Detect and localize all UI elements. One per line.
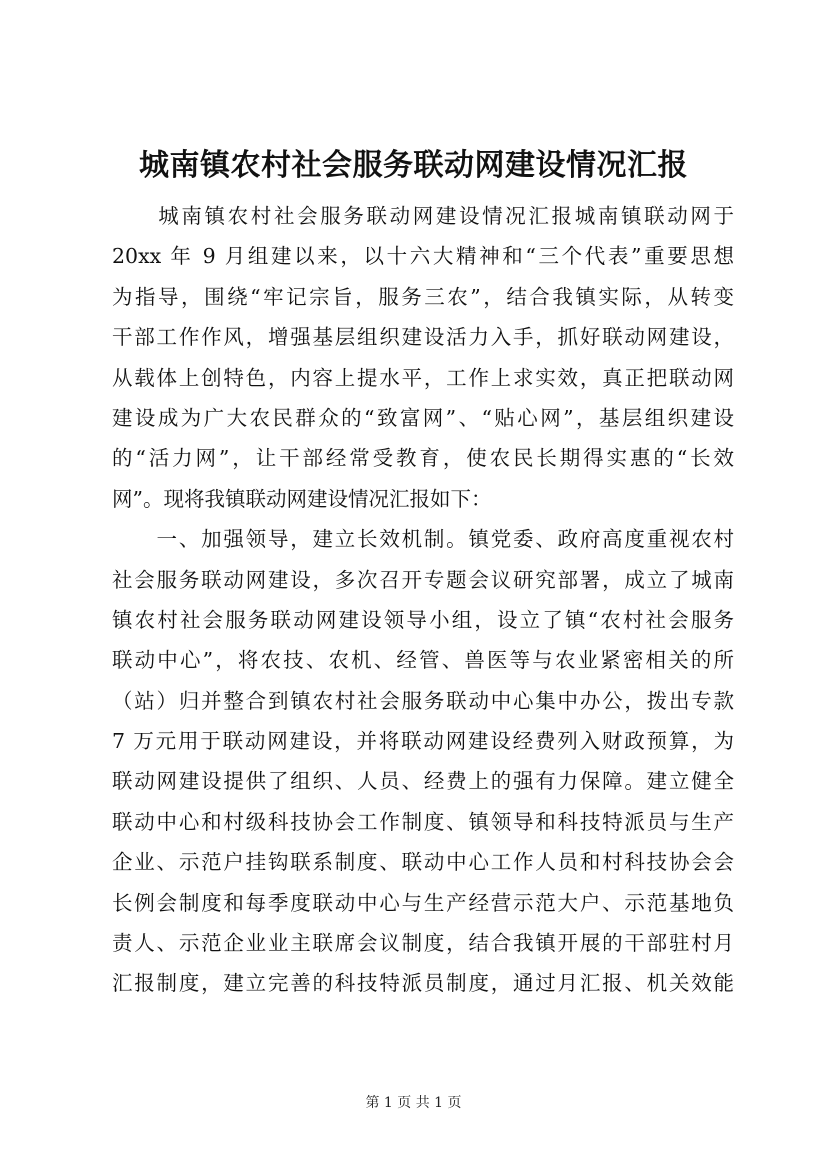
body-line: 的“活力网”，让干部经常受教育，使农民长期得实惠的“长效 xyxy=(112,446,734,471)
body-line: 建设成为广大农民群众的“致富网”、“贴心网”，基层组织建设 xyxy=(112,405,734,430)
body-line: 干部工作作风，增强基层组织建设活力入手，抓好联动网建设， xyxy=(112,325,734,350)
body-line: 网”。现将我镇联动网建设情况汇报如下： xyxy=(112,486,492,511)
body-line: 一、加强领导，建立长效机制。镇党委、政府高度重视农村 xyxy=(112,527,734,552)
body-line: 为指导，围绕“牢记宗旨，服务三农”，结合我镇实际，从转变 xyxy=(112,284,734,309)
document-body xyxy=(112,196,734,1004)
body-line: 联动中心”，将农技、农机、经管、兽医等与农业紧密相关的所 xyxy=(112,648,734,673)
body-line: 社会服务联动网建设，多次召开专题会议研究部署，成立了城南 xyxy=(112,567,734,592)
body-line: 联动网建设提供了组织、人员、经费上的强有力保障。建立健全 xyxy=(112,769,734,794)
page-number-footer: 第 1 页 共 1 页 xyxy=(365,1095,462,1111)
body-line: 城南镇农村社会服务联动网建设情况汇报城南镇联动网于 xyxy=(112,204,734,228)
body-line: 汇报制度，建立完善的科技特派员制度，通过月汇报、机关效能 xyxy=(112,971,734,996)
body-line: （站）归并整合到镇农村社会服务联动中心集中办公，拨出专款 xyxy=(112,688,734,713)
body-line: 20xx 年 9 月组建以来，以十六大精神和“三个代表”重要思想 xyxy=(112,244,734,269)
body-line: 联动中心和村级科技协会工作制度、镇领导和科技特派员与生产 xyxy=(112,809,734,834)
body-line: 镇农村社会服务联动网建设领导小组，设立了镇“农村社会服务 xyxy=(112,607,734,632)
body-line: 责人、示范企业业主联席会议制度，结合我镇开展的干部驻村月 xyxy=(112,931,734,956)
body-line: 企业、示范户挂钩联系制度、联动中心工作人员和村科技协会会 xyxy=(112,850,734,875)
body-line: 7 万元用于联动网建设，并将联动网建设经费列入财政预算，为 xyxy=(112,729,734,754)
body-line: 长例会制度和每季度联动中心与生产经营示范大户、示范基地负 xyxy=(112,890,734,915)
document-title: 城南镇农村社会服务联动网建设情况汇报 xyxy=(139,148,688,183)
body-line: 从载体上创特色，内容上提水平，工作上求实效，真正把联动网 xyxy=(112,365,734,390)
